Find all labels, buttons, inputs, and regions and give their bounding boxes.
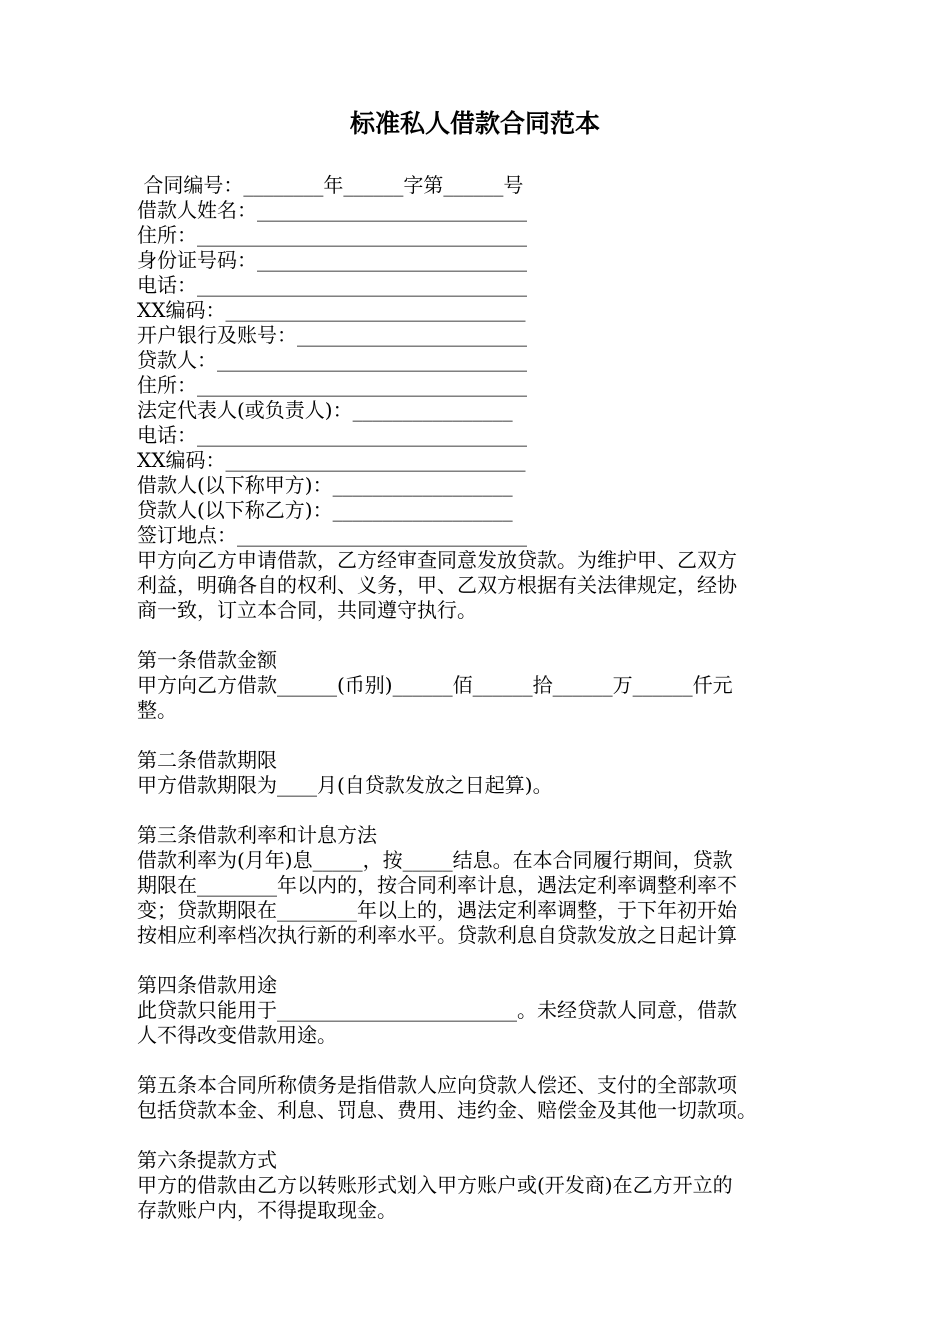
article-1-line: 整。 — [137, 698, 177, 722]
article-3-heading: 第三条借款利率和计息方法 — [137, 823, 377, 847]
field-party-b: 贷款人(以下称乙方)：__________________ — [137, 498, 513, 522]
article-3-line: 期限在________年以内的，按合同利率计息，遇法定利率调整利率不 — [137, 873, 737, 897]
article-6-line: 存款账户内，不得提取现金。 — [137, 1198, 397, 1222]
article-6-line: 甲方的借款由乙方以转账形式划入甲方账户或(开发商)在乙方开立的 — [137, 1173, 733, 1197]
field-bank-account: 开户银行及账号：_______________________ — [137, 323, 527, 347]
field-borrower-address: 住所：_________________________________ — [137, 223, 527, 247]
article-3-line: 变；贷款期限在________年以上的，遇法定利率调整，于下年初开始 — [137, 898, 737, 922]
article-4-heading: 第四条借款用途 — [137, 973, 277, 997]
article-1-heading: 第一条借款金额 — [137, 648, 277, 672]
field-lender-address: 住所：_________________________________ — [137, 373, 527, 397]
article-1-line: 甲方向乙方借款______(币别)______佰______拾______万______仟元 — [137, 673, 733, 697]
document-body — [137, 173, 827, 1223]
field-signing-place: 签订地点：_____________________________ — [137, 523, 527, 547]
article-5-line: 包括贷款本金、利息、罚息、费用、违约金、赔偿金及其他一切款项。 — [137, 1098, 757, 1122]
document-title: 标准私人借款合同范本 — [349, 109, 600, 138]
article-6-heading: 第六条提款方式 — [137, 1148, 277, 1172]
article-3-line: 借款利率为(月年)息_____，按_____结息。在本合同履行期间，贷款 — [137, 848, 733, 872]
field-id-number: 身份证号码：___________________________ — [137, 248, 527, 272]
field-legal-representative: 法定代表人(或负责人)：________________ — [137, 398, 513, 422]
field-lender-phone: 电话：_________________________________ — [137, 423, 527, 447]
field-lender-postcode: XX编码：______________________________ — [137, 448, 526, 472]
article-3-line: 按相应利率档次执行新的利率水平。贷款利息自贷款发放之日起计算 — [137, 923, 737, 947]
field-contract-number: 合同编号：________年______字第______号 — [137, 173, 524, 197]
field-party-a: 借款人(以下称甲方)：__________________ — [137, 473, 513, 497]
field-borrower-phone: 电话：_________________________________ — [137, 273, 527, 297]
field-borrower-postcode: XX编码：______________________________ — [137, 298, 526, 322]
preamble-line: 利益，明确各自的权利、义务，甲、乙双方根据有关法律规定，经协 — [137, 573, 737, 597]
article-4-line: 人不得改变借款用途。 — [137, 1023, 337, 1047]
field-lender: 贷款人：_______________________________ — [137, 348, 527, 372]
preamble-line: 甲方向乙方申请借款，乙方经审查同意发放贷款。为维护甲、乙双方 — [137, 548, 737, 572]
article-2-line: 甲方借款期限为____月(自贷款发放之日起算)。 — [137, 773, 553, 797]
article-4-line: 此贷款只能用于________________________。未经贷款人同意，借款 — [137, 998, 737, 1022]
article-5-line: 第五条本合同所称债务是指借款人应向贷款人偿还、支付的全部款项 — [137, 1073, 737, 1097]
article-2-heading: 第二条借款期限 — [137, 748, 277, 772]
field-borrower-name: 借款人姓名：___________________________ — [137, 198, 527, 222]
preamble-line: 商一致，订立本合同，共同遵守执行。 — [137, 598, 477, 622]
